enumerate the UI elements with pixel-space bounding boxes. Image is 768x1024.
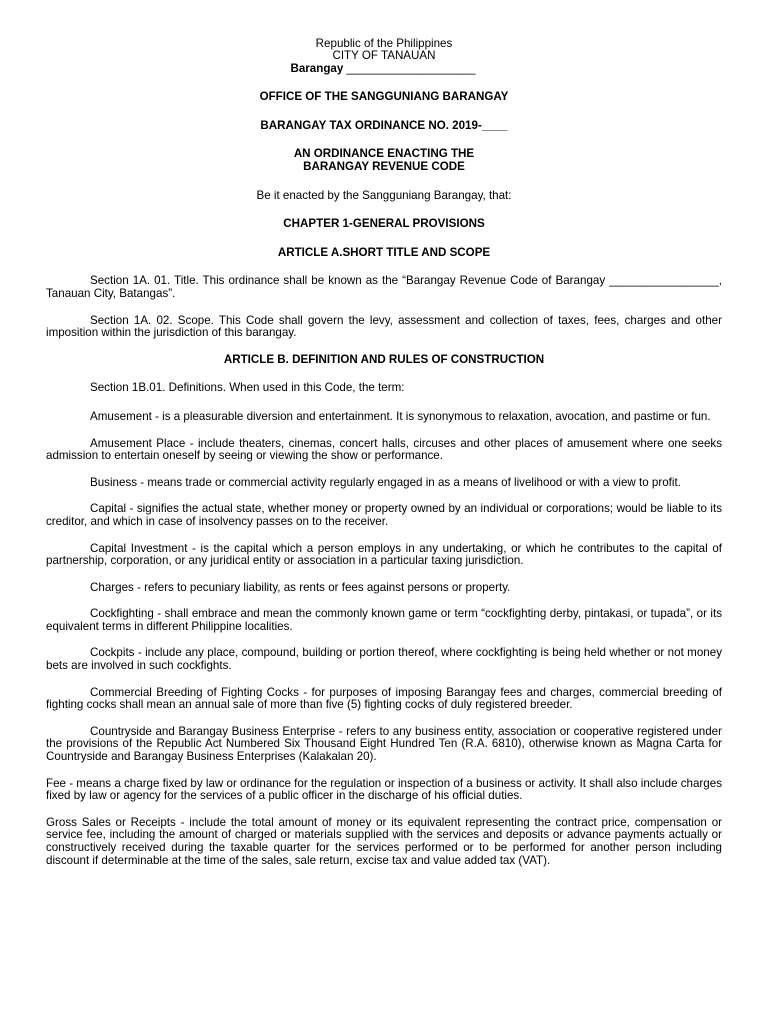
definition-amusement-place: Amusement Place - include theaters, cinemas, concert halls, circuses and other places of amusement where one seeks admission to entertain oneself by seeing or viewing the show or performance. bbox=[46, 436, 722, 463]
definition-capital: Capital - signifies the actual state, whether money or property owned by an individual or corporations; would be liable to its creditor, and which in case of insolvency passes on to the receiver. bbox=[46, 502, 722, 528]
definition-commercial-breeding: Commercial Breeding of Fighting Cocks - for purposes of imposing Barangay fees and charges, commercial breeding of fighting cocks shall mean an annual sale of more than five (5) fighting cocks of duly registered breeder. bbox=[46, 685, 722, 712]
definition-charges: Charges - refers to pecuniary liability, as rents or fees against persons or property. bbox=[90, 580, 511, 594]
section-1a01-paragraph: Section 1A. 01. Title. This ordinance shall be known as the “Barangay Revenue Code of Barangay _________________, Tanauan City, Batangas”. bbox=[46, 274, 722, 300]
barangay-blank: ____________________ bbox=[346, 61, 476, 75]
barangay-label: Barangay bbox=[290, 61, 344, 75]
article-b-heading: ARTICLE B. DEFINITION AND RULES OF CONSTRUCTION bbox=[223, 352, 545, 366]
republic-line: Republic of the Philippines bbox=[315, 37, 453, 50]
definition-capital-investment: Capital Investment - is the capital which a person employs in any undertaking, or which he contributes to the capital of partnership, corporation, or any juridical entity or association in a particular taxing jurisdiction. bbox=[46, 541, 722, 568]
ordinance-number: BARANGAY TAX ORDINANCE NO. 2019-____ bbox=[260, 118, 508, 132]
definition-fee: Fee - means a charge fixed by law or ordinance for the regulation or inspection of a business or activity. It shall also include charges fixed by law or agency for the services of a public officer in the discharge of his official duties. bbox=[46, 776, 722, 803]
definition-business: Business - means trade or commercial activity regularly engaged in as a means of livelihood or with a view to profit. bbox=[90, 475, 681, 489]
office-heading: OFFICE OF THE SANGGUNIANG BARANGAY bbox=[259, 90, 509, 104]
definition-gross-sales: Gross Sales or Receipts - include the total amount of money or its equivalent representing the contract price, compensation or service fee, including the amount of charged or materials supplied with the services and deposits or advance payments actually or constructively received during the taxable quarter for the services performed or to be performed for another person including discount if determinable at the time of the sales, sale return, excise tax and value added tax (VAT). bbox=[46, 815, 722, 867]
enacting-clause: Be it enacted by the Sangguniang Barangay, that: bbox=[256, 188, 512, 202]
definition-countryside-business-enterprise: Countryside and Barangay Business Enterprise - refers to any business entity, association or cooperative registered under the provisions of the Republic Act Numbered Six Thousand Eight Hundred Ten (R.A. 6810), otherwise known as Magna Carta for Countryside and Barangay Business Enterprises (Kalakalan 20). bbox=[46, 724, 722, 764]
chapter-heading: CHAPTER 1-GENERAL PROVISIONS bbox=[283, 217, 485, 231]
definition-cockfighting: Cockfighting - shall embrace and mean the commonly known game or term “cockfighting derby, pintakasi, or tupada”, or its equivalent terms in different Philippine localities. bbox=[46, 607, 722, 633]
section-1b01-paragraph: Section 1B.01. Definitions. When used in this Code, the term: bbox=[90, 381, 405, 395]
ordinance-title-line-2: BARANGAY REVENUE CODE bbox=[303, 160, 465, 173]
definition-cockpits: Cockpits - include any place, compound, building or portion thereof, where cockfighting is being held whether or not money bets are involved in such cockfights. bbox=[46, 646, 722, 673]
ordinance-title-line-1: AN ORDINANCE ENACTING THE bbox=[293, 147, 475, 161]
article-a-heading: ARTICLE A.SHORT TITLE AND SCOPE bbox=[277, 245, 491, 259]
city-line: CITY OF TANAUAN bbox=[332, 49, 436, 63]
section-1a02-paragraph: Section 1A. 02. Scope. This Code shall govern the levy, assessment and collection of taxes, fees, charges and other imposition within the jurisdiction of this barangay. bbox=[46, 313, 722, 340]
definition-amusement: Amusement - is a pleasurable diversion and entertainment. It is synonymous to relaxation, avocation, and pastime or fun. bbox=[90, 409, 711, 423]
barangay-line bbox=[46, 63, 722, 75]
